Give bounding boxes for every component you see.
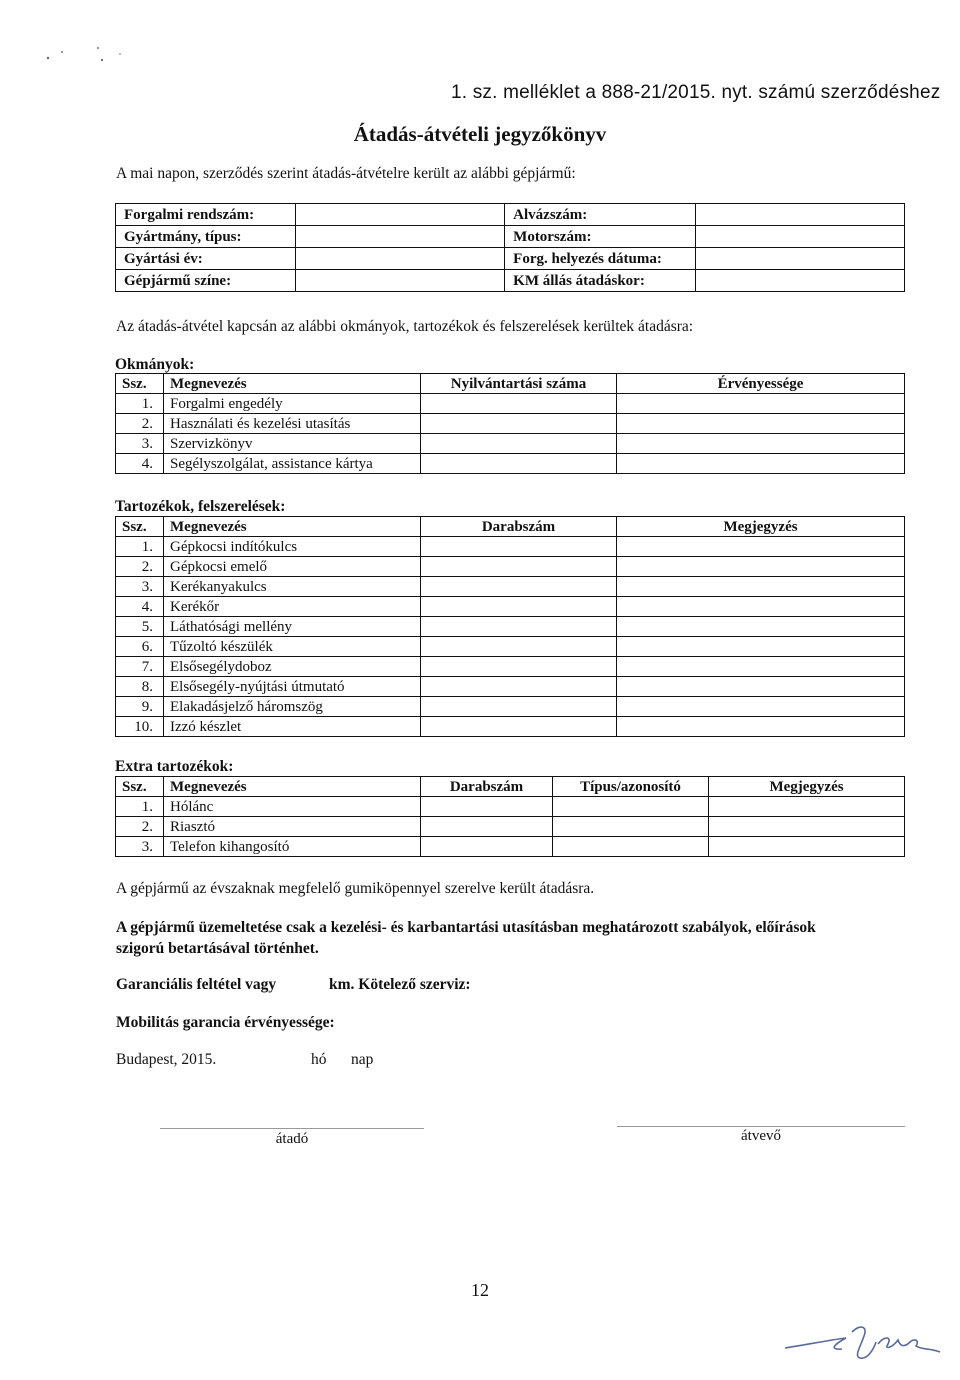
annex-reference: 1. sz. melléklet a 888-21/2015. nyt. számú szerződéshez [451,82,941,103]
column-header: Megnevezés [164,374,421,394]
vehicle-field-value[interactable] [696,204,905,226]
documents-table [115,373,905,474]
column-header: Érvényessége [617,374,905,394]
operation-note: A gépjármű üzemeltetése csak a kezelési- és karbantartási utasításban meghatározott szabályok, előírások szigorú betartásával történhet. [116,919,816,957]
empty-cell[interactable] [421,414,617,434]
table-row [116,537,905,557]
row-number: 10. [116,717,164,737]
column-header: Ssz. [116,777,164,797]
column-header: Darabszám [421,777,553,797]
empty-cell[interactable] [421,637,617,657]
empty-cell[interactable] [421,697,617,717]
empty-cell[interactable] [553,837,709,857]
scan-specks [40,40,130,70]
vehicle-row [116,270,905,292]
receiver-signature-line [617,1126,905,1127]
vehicle-row [116,248,905,270]
empty-cell[interactable] [709,817,905,837]
vehicle-field-value[interactable] [696,248,905,270]
item-name: Használati és kezelési utasítás [164,414,421,434]
table-row [116,597,905,617]
empty-cell[interactable] [421,837,553,857]
vehicle-field-label: Gépjármű színe: [116,270,296,292]
empty-cell[interactable] [617,537,905,557]
vehicle-field-label: KM állás átadáskor: [505,270,696,292]
empty-cell[interactable] [617,617,905,637]
item-name: Elsősegély-nyújtási útmutató [164,677,421,697]
table-row [116,797,905,817]
empty-cell[interactable] [421,557,617,577]
column-header: Megnevezés [164,777,421,797]
documents-title: Okmányok: [115,356,195,373]
warranty-label: Garanciális feltétel vagy [116,976,277,993]
empty-cell[interactable] [617,697,905,717]
vehicle-table [115,203,905,292]
vehicle-field-value[interactable] [296,226,505,248]
vehicle-field-label: Forg. helyezés dátuma: [505,248,696,270]
vehicle-field-label: Gyártási év: [116,248,296,270]
item-name: Tűzoltó készülék [164,637,421,657]
empty-cell[interactable] [421,537,617,557]
table-row [116,637,905,657]
empty-cell[interactable] [617,577,905,597]
column-header: Ssz. [116,374,164,394]
empty-cell[interactable] [709,797,905,817]
item-name: Hólánc [164,797,421,817]
table-row [116,557,905,577]
empty-cell[interactable] [421,394,617,414]
empty-cell[interactable] [709,837,905,857]
receiver-label: átvevő [741,1128,781,1144]
table-row [116,657,905,677]
empty-cell[interactable] [421,434,617,454]
tyres-note: A gépjármű az évszaknak megfelelő gumiköpennyel szerelve került átadásra. [116,880,595,897]
row-number: 8. [116,677,164,697]
page-number: 12 [471,1280,489,1300]
giver-signature-line [160,1128,424,1129]
item-name: Elakadásjelző háromszög [164,697,421,717]
column-header: Ssz. [116,517,164,537]
row-number: 3. [116,837,164,857]
vehicle-row [116,226,905,248]
empty-cell[interactable] [553,797,709,817]
table-row [116,577,905,597]
column-header: Típus/azonosító [553,777,709,797]
column-header: Darabszám [421,517,617,537]
giver-label: átadó [275,1131,309,1147]
place-date: Budapest, 2015. [116,1051,217,1068]
empty-cell[interactable] [617,454,905,474]
row-number: 1. [116,394,164,414]
handwritten-initials [780,1318,950,1368]
day-label: nap [351,1051,374,1068]
empty-cell[interactable] [421,577,617,597]
item-name: Telefon kihangosító [164,837,421,857]
column-header: Nyilvántartási száma [421,374,617,394]
table-row [116,394,905,414]
extras-title: Extra tartozékok: [115,758,234,775]
row-number: 5. [116,617,164,637]
item-name: Riasztó [164,817,421,837]
vehicle-field-value[interactable] [696,270,905,292]
item-name: Elsősegélydoboz [164,657,421,677]
accessories-table [115,516,905,737]
table-row [116,454,905,474]
empty-cell[interactable] [421,797,553,817]
row-number: 2. [116,817,164,837]
table-row [116,697,905,717]
empty-cell[interactable] [617,557,905,577]
vehicle-field-value[interactable] [296,204,505,226]
item-name: Szervizkönyv [164,434,421,454]
table-row [116,677,905,697]
item-name: Forgalmi engedély [164,394,421,414]
column-header: Megjegyzés [617,517,905,537]
row-number: 1. [116,537,164,557]
document-title: Átadás-átvételi jegyzőkönyv [353,122,607,146]
row-number: 4. [116,454,164,474]
table-row [116,414,905,434]
vehicle-field-value[interactable] [296,270,505,292]
item-name: Kerékőr [164,597,421,617]
row-number: 9. [116,697,164,717]
month-label: hó [311,1051,327,1068]
vehicle-field-label: Gyártmány, típus: [116,226,296,248]
empty-cell[interactable] [617,414,905,434]
empty-cell[interactable] [617,434,905,454]
vehicle-field-label: Motorszám: [505,226,696,248]
table-row [116,617,905,637]
empty-cell[interactable] [421,454,617,474]
handover-intro: Az átadás-átvétel kapcsán az alábbi okmányok, tartozékok és felszerelések kerültek átadásra: [116,318,694,335]
vehicle-field-value[interactable] [296,248,505,270]
empty-cell[interactable] [421,677,617,697]
table-row [116,817,905,837]
item-name: Láthatósági mellény [164,617,421,637]
vehicle-field-label: Forgalmi rendszám: [116,204,296,226]
empty-cell[interactable] [617,394,905,414]
service-label: km. Kötelező szerviz: [329,976,471,993]
item-name: Kerékanyakulcs [164,577,421,597]
column-header: Megnevezés [164,517,421,537]
empty-cell[interactable] [617,677,905,697]
table-row [116,717,905,737]
empty-cell[interactable] [421,657,617,677]
vehicle-field-label: Alvázszám: [505,204,696,226]
row-number: 7. [116,657,164,677]
accessories-title: Tartozékok, felszerelések: [115,498,286,515]
empty-cell[interactable] [617,717,905,737]
item-name: Gépkocsi indítókulcs [164,537,421,557]
empty-cell[interactable] [617,657,905,677]
empty-cell[interactable] [421,717,617,737]
extras-table [115,776,905,857]
table-row [116,434,905,454]
row-number: 1. [116,797,164,817]
row-number: 4. [116,597,164,617]
item-name: Segélyszolgálat, assistance kártya [164,454,421,474]
row-number: 3. [116,434,164,454]
row-number: 2. [116,557,164,577]
item-name: Gépkocsi emelő [164,557,421,577]
empty-cell[interactable] [617,597,905,617]
row-number: 2. [116,414,164,434]
column-header: Megjegyzés [709,777,905,797]
row-number: 3. [116,577,164,597]
empty-cell[interactable] [421,597,617,617]
mobility-label: Mobilitás garancia érvényessége: [116,1014,335,1031]
intro-text: A mai napon, szerződés szerint átadás-átvételre került az alábbi gépjármű: [116,165,576,182]
empty-cell[interactable] [553,817,709,837]
empty-cell[interactable] [421,817,553,837]
empty-cell[interactable] [421,617,617,637]
empty-cell[interactable] [617,637,905,657]
item-name: Izzó készlet [164,717,421,737]
vehicle-row [116,204,905,226]
table-row [116,837,905,857]
row-number: 6. [116,637,164,657]
vehicle-field-value[interactable] [696,226,905,248]
